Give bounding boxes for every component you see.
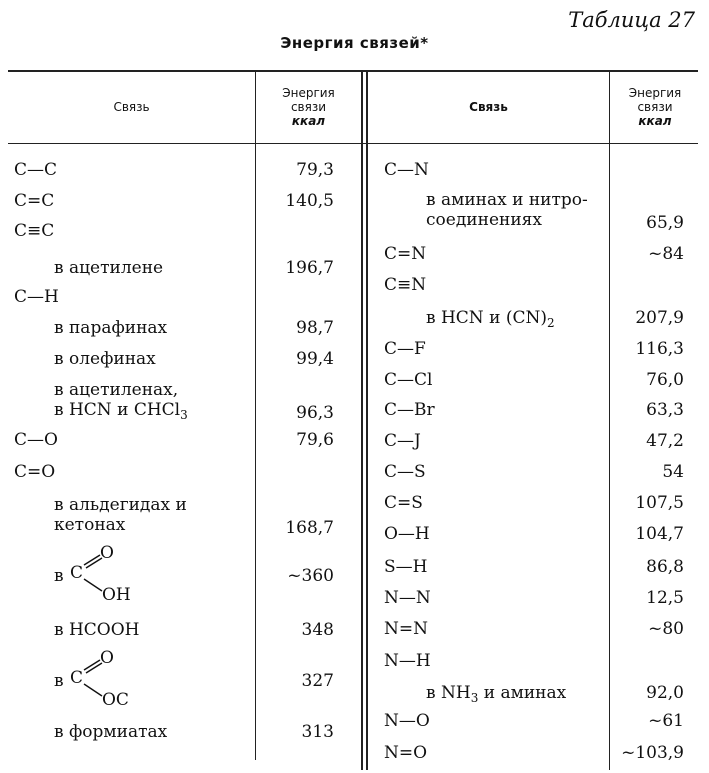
energy-value: ~360 bbox=[287, 566, 334, 586]
energy-value: 79,3 bbox=[296, 160, 334, 180]
header-energy-left: Энергия связи ккал bbox=[282, 86, 335, 128]
energy-value: ~80 bbox=[648, 619, 684, 639]
center-double-rule-b bbox=[366, 70, 368, 770]
energy-value: 207,9 bbox=[635, 308, 684, 328]
bond-cell: C≡C bbox=[14, 221, 55, 241]
bond-cell: O—H bbox=[384, 524, 430, 544]
subscript: 2 bbox=[546, 316, 555, 330]
bond-cell: в HCN и $(CN)_2$ bbox=[426, 308, 555, 330]
energy-value: ~84 bbox=[648, 244, 684, 264]
energy-value: 116,3 bbox=[635, 339, 684, 359]
energy-value: ~61 bbox=[648, 711, 684, 731]
bond-cell: в ацетиленах, в HCN и CHCl$_3$ bbox=[54, 380, 188, 422]
bond-lines bbox=[80, 648, 120, 708]
bond-cell: в альдегидах и кетонах bbox=[54, 495, 187, 535]
bond-cell: C—Cl bbox=[384, 370, 433, 390]
energy-value: 327 bbox=[301, 671, 334, 691]
energy-value: 96,3 bbox=[296, 403, 334, 423]
energy-value: 86,8 bbox=[646, 557, 684, 577]
bond-cell: в формиатах bbox=[54, 722, 168, 742]
subscript: 3 bbox=[180, 408, 188, 422]
bond-cell: в аминах и нитро- соединениях bbox=[426, 190, 588, 230]
bond-cell: N=O bbox=[384, 743, 428, 763]
bond-cell: в HCOOH bbox=[54, 620, 140, 640]
carboxyl-formula: C O OH bbox=[70, 543, 131, 605]
energy-value: 196,7 bbox=[285, 258, 334, 278]
bond-cell: в bbox=[54, 566, 64, 586]
bond-cell: C=O bbox=[14, 462, 56, 482]
energy-value: 47,2 bbox=[646, 431, 684, 451]
energy-value: 63,3 bbox=[646, 400, 684, 420]
bond-cell: C—O bbox=[14, 430, 58, 450]
energy-value: 348 bbox=[301, 620, 334, 640]
bond-cell: C—Br bbox=[384, 400, 435, 420]
energy-value: 79,6 bbox=[296, 430, 334, 450]
energy-value: 92,0 bbox=[646, 683, 684, 703]
energy-value: 65,9 bbox=[646, 213, 684, 233]
subscript: 3 bbox=[470, 691, 479, 705]
bond-cell: C—J bbox=[384, 431, 421, 451]
energy-value: ~103,9 bbox=[621, 743, 684, 763]
header-bond-left: Связь bbox=[113, 100, 150, 114]
header-bond-right: Связь bbox=[469, 100, 508, 114]
carboxyl-formula: C O OC bbox=[70, 648, 129, 710]
energy-value: 140,5 bbox=[285, 191, 334, 211]
bond-cell: N—H bbox=[384, 651, 431, 671]
energy-value: 54 bbox=[662, 462, 684, 482]
bond-cell: C—N bbox=[384, 160, 429, 180]
energy-value: 76,0 bbox=[646, 370, 684, 390]
energy-value: 99,4 bbox=[296, 349, 334, 369]
energy-value: 168,7 bbox=[285, 518, 334, 538]
bond-cell: C—F bbox=[384, 339, 426, 359]
bond-cell: в $NH_3$ и аминах bbox=[426, 683, 567, 705]
bond-cell: S—H bbox=[384, 557, 428, 577]
center-double-rule-a bbox=[361, 70, 363, 770]
bond-cell: C=S bbox=[384, 493, 423, 513]
table-title: Энергия связей* bbox=[280, 34, 429, 52]
bond-cell: N—O bbox=[384, 711, 430, 731]
bond-cell: в олефинах bbox=[54, 349, 156, 369]
bond-cell: N—N bbox=[384, 588, 431, 608]
top-rule bbox=[8, 70, 698, 72]
energy-value: 12,5 bbox=[646, 588, 684, 608]
energy-value: 313 bbox=[301, 722, 334, 742]
bond-cell: C—H bbox=[14, 287, 59, 307]
table-caption: Таблица 27 bbox=[568, 8, 695, 32]
bond-cell: C—C bbox=[14, 160, 58, 180]
energy-value: 98,7 bbox=[296, 318, 334, 338]
energy-value: 104,7 bbox=[635, 524, 684, 544]
bond-cell: C=N bbox=[384, 244, 427, 264]
bond-cell: в парафинах bbox=[54, 318, 168, 338]
header-rule bbox=[8, 143, 698, 144]
bond-cell: в ацетилене bbox=[54, 258, 164, 278]
bond-lines bbox=[80, 543, 120, 603]
energy-value: 107,5 bbox=[635, 493, 684, 513]
bond-cell: C—S bbox=[384, 462, 426, 482]
bond-cell: C≡N bbox=[384, 275, 427, 295]
bond-cell: в bbox=[54, 671, 64, 691]
header-energy-right: Энергия связи ккал bbox=[628, 86, 682, 128]
bond-cell: C=C bbox=[14, 191, 55, 211]
bond-cell: N=N bbox=[384, 619, 428, 639]
